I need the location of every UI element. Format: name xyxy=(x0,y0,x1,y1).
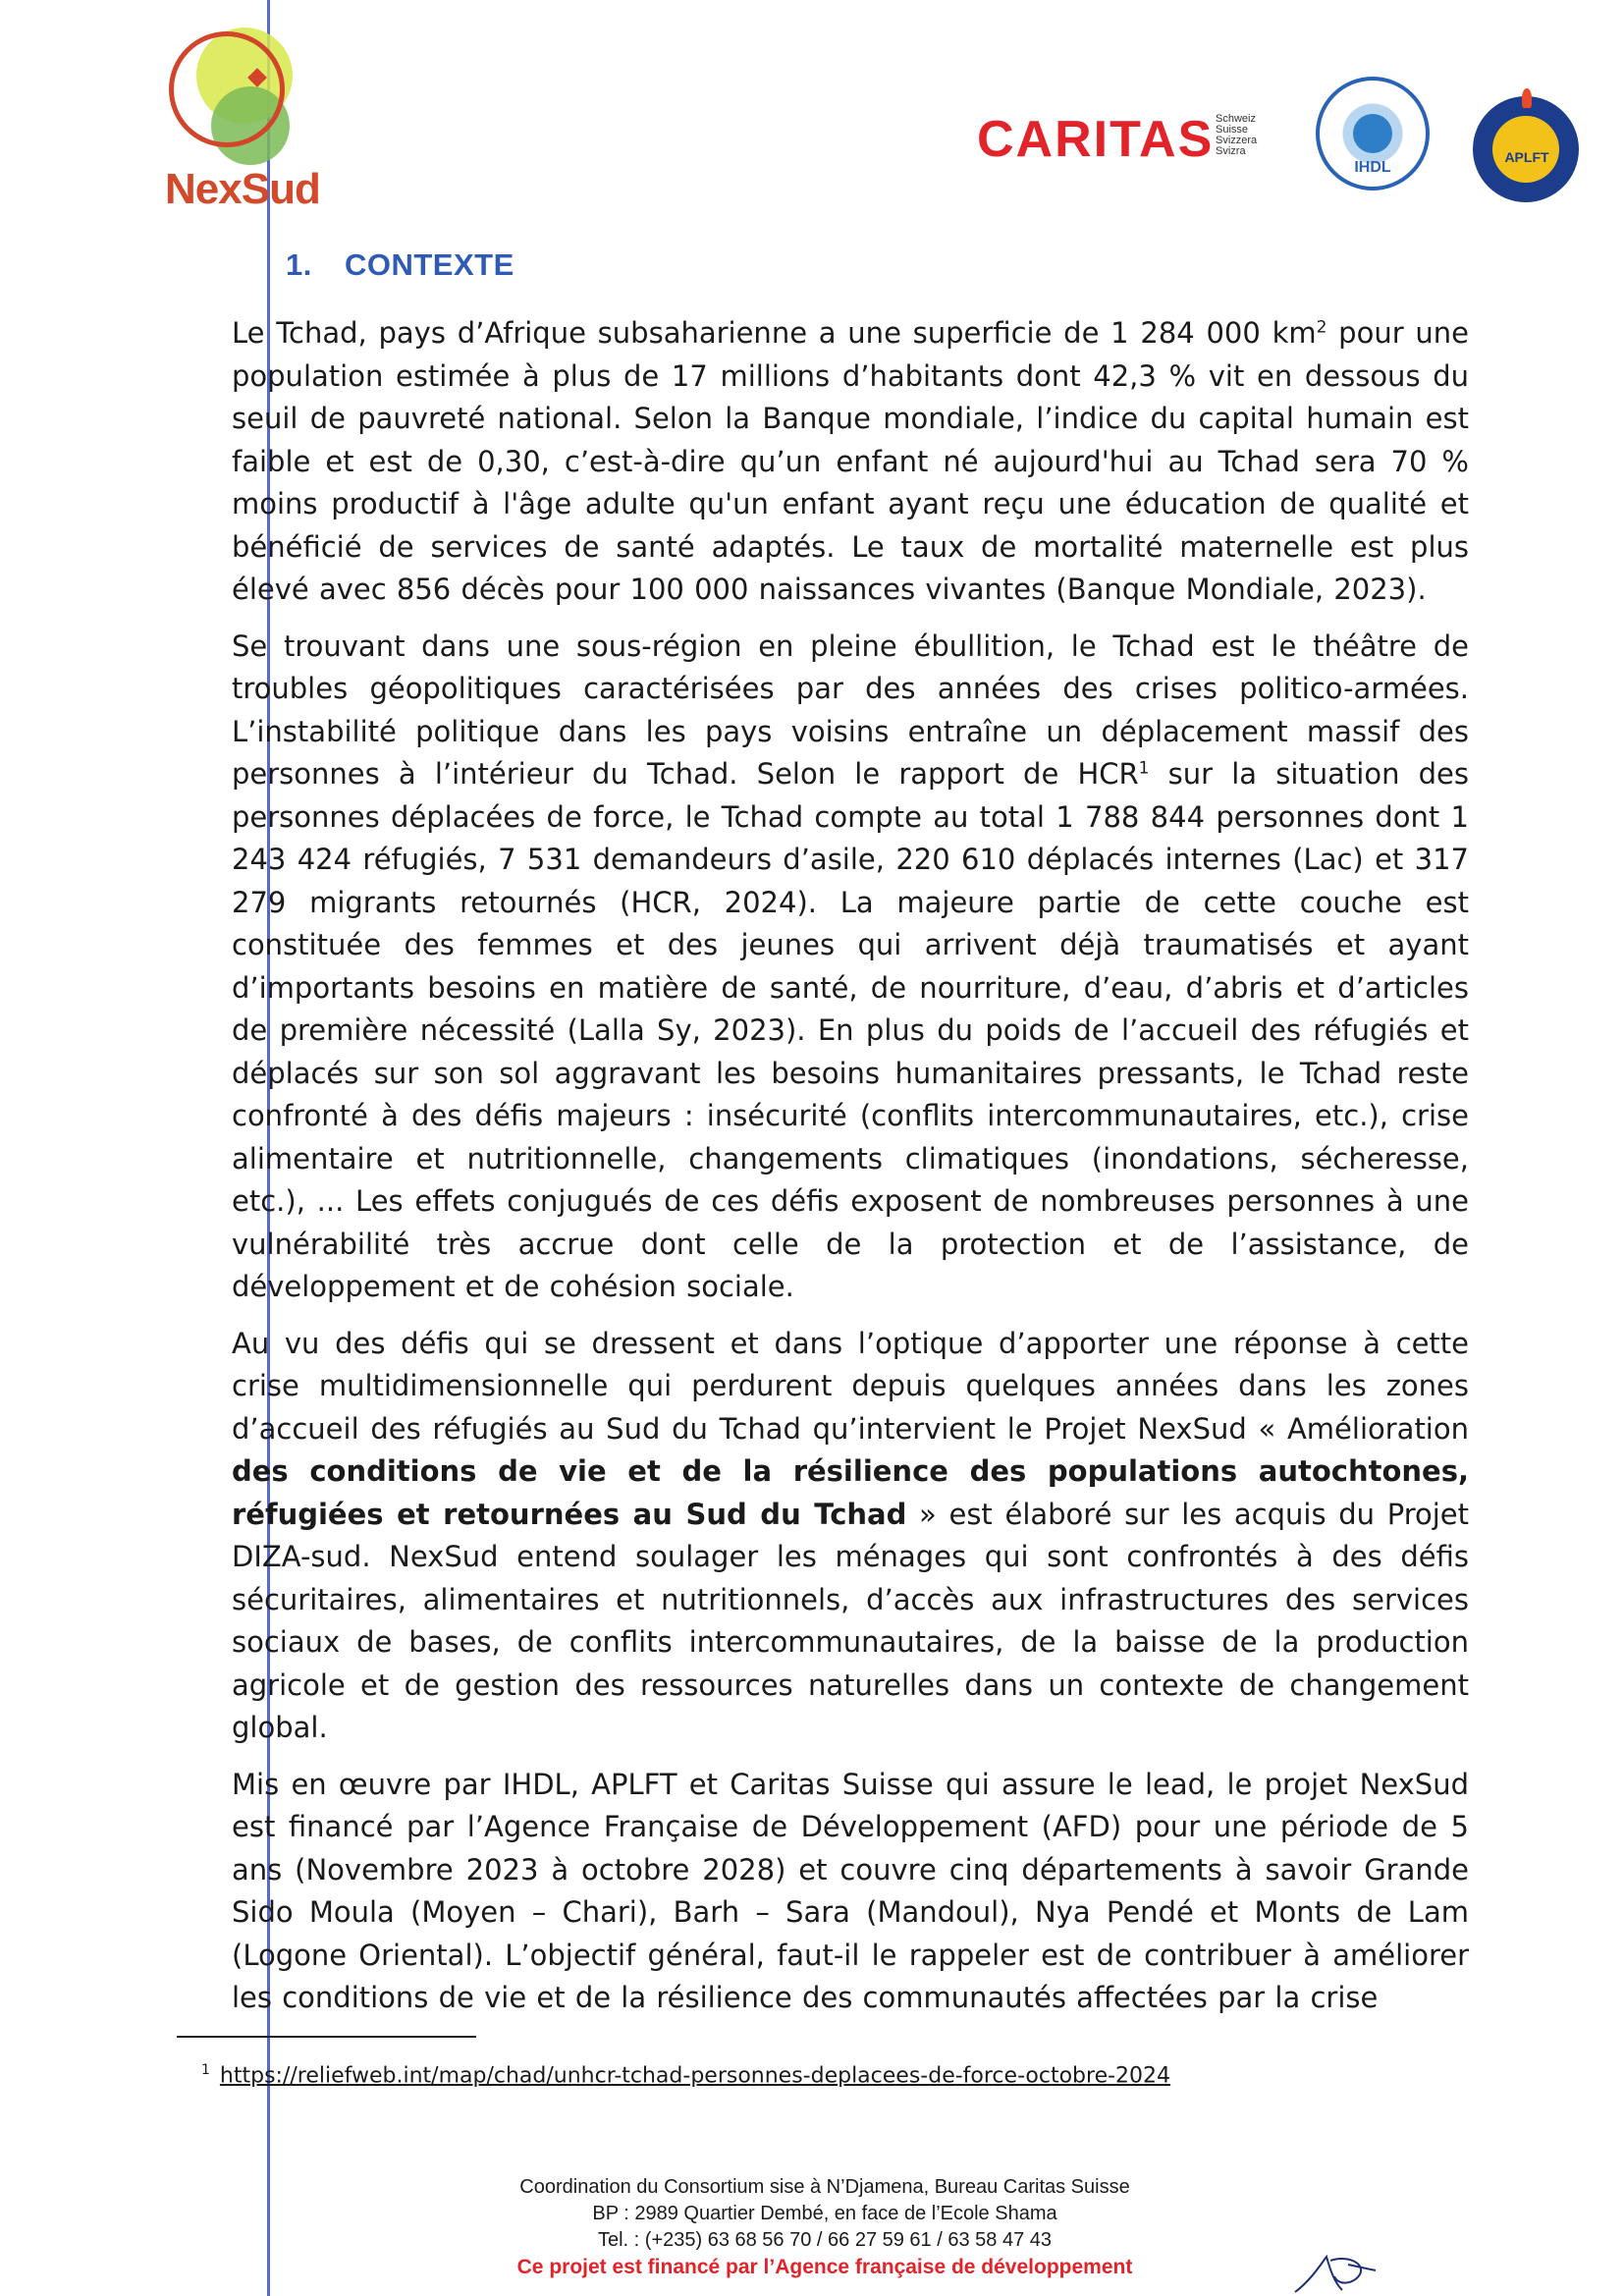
paragraph-3: Au vu des défis qui se dressent et dans l’optique d’apporter une réponse à cette crise multidimensionnelle qui perdurent depuis quelques années dans les zones d’accueil des réfugiés au Sud du Tchad qu’intervient le Projet NexSud « Amélioration des conditions de vie et de la résilience des populations autochtones, réfugiées et retournées au Sud du Tchad » est élaboré sur les acquis du Projet DIZA-sud. NexSud entend soulager les ménages qui sont confrontés à des défis sécuritaires, alimentaires et nutritionnels, d’accès aux infrastructures des services sociaux de bases, de conflits intercommunautaires, de la baisse de la production agricole et de gestion des ressources naturelles dans un contexte de changement global. xyxy=(232,1326,1469,1744)
paragraph-2: Se trouvant dans une sous-région en pleine ébullition, le Tchad est le théâtre de troubles géopolitiques caractérisées par des années des crises politico-armées. L’instabilité politique dans les pays voisins entraîne un déplacement massif des personnes à l’intérieur du Tchad. Selon le rapport de HCR$^1$ sur la situation des personnes déplacées de force, le Tchad compte au total 1 788 844 personnes dont 1 243 424 réfugiés, 7 531 demandeurs d’asile, 220 610 déplacés internes (Lac) et 317 279 migrants retournés (HCR, 2024). La majeure partie de cette couche est constituée des femmes et des jeunes qui arrivent déjà traumatisés et ayant d’importants besoins en matière de santé, de nourriture, d’eau, d’abris et d’articles de première nécessité (Lalla Sy, 2023). En plus du poids de l’accueil des réfugiés et déplacés sur son sol aggravant les besoins humanitaires pressants, le Tchad reste confronté à des défis majeurs : insécurité (conflits intercommunautaires, etc.), crise alimentaire et nutritionnelle, changements climatiques (inondations, sécheresse, etc.), ... Les effets conjugués de ces défis exposent de nombreuses personnes à une vulnérabilité très accrue dont celle de la protection et de l’assistance, de développement et de cohésion sociale. xyxy=(232,629,1469,1303)
globe-icon xyxy=(1353,114,1392,153)
footnote-marker: 1 xyxy=(201,2062,210,2078)
paragraph-4: Mis en œuvre par IHDL, APLFT et Caritas Suisse qui assure le lead, le projet NexSud est financé par l’Agence Française de Développement (AFD) pour une période de 5 ans (Novembre 2023 à octobre 2028) et couvre cinq départements à savoir Grande Sido Moula (Moyen – Chari), Barh – Sara (Mandoul), Nya Pendé et Monts de Lam (Logone Oriental). L’objectif général, faut-il le rappeler est de contribuer à améliorer les conditions de vie et de la résilience des communautés affectées par la crise xyxy=(232,1767,1469,2014)
document-body xyxy=(192,247,1469,2034)
ihdl-logo: IHDL xyxy=(1316,77,1430,191)
section-number: 1. xyxy=(286,247,312,282)
signature-mark xyxy=(1291,2251,1380,2296)
page-footer xyxy=(383,2174,1267,2280)
footnote-reference[interactable]: 1 xyxy=(1138,758,1150,779)
footer-tel-line: Tel. : (+235) 63 68 56 70 / 66 27 59 61 / 63 58 47 43 xyxy=(597,2229,1053,2251)
paragraph-1: Le Tchad, pays d’Afrique subsaharienne a une superficie de 1 284 000 $km^2$ pour une population estimée à plus de 17 millions d’habitants dont 42,3 % vit en dessous du seuil de pauvreté national. Selon la Banque mondiale, l’indice du capital humain est faible et est de 0,30, c’est-à-dire qu’un enfant né aujourd'hui au Tchad sera 70 % moins productif à l'âge adulte qu'un enfant ayant reçu une éducation de qualité et bénéficié de services de santé adaptés. Le taux de mortalité maternelle est plus élevé avec 856 décès pour 100 000 naissances vivantes (Banque Mondiale, 2023). xyxy=(232,316,1469,606)
footer-funding-line: Ce projet est financé par l’Agence française de développement xyxy=(516,2256,1133,2278)
footnote-divider xyxy=(177,2036,476,2038)
nexsud-logo-text: NexSud xyxy=(165,165,320,213)
footnote xyxy=(201,2062,1170,2088)
nexsud-logo xyxy=(157,18,334,214)
footnote-link[interactable]: https://reliefweb.int/map/chad/unhcr-tchad-personnes-deplacees-de-force-octobre-2024 xyxy=(219,2063,1171,2089)
caritas-logo: CARITAS xyxy=(977,111,1215,168)
project-title-bold: des conditions de vie et de la résilience des populations autochtones, réfugiées et retournées au Sud du Tchad xyxy=(232,1454,1469,1531)
section-heading xyxy=(286,247,1469,283)
caritas-logo-sub: Schweiz Suisse Svizzera Svizra xyxy=(1216,113,1258,157)
flame-icon xyxy=(1522,88,1532,108)
footer-bp-line: BP : 2989 Quartier Dembé, en face de l’Ecole Shama xyxy=(592,2203,1057,2224)
aplft-logo: APLFT xyxy=(1473,88,1581,204)
section-title: CONTEXTE xyxy=(344,247,514,282)
footer-address-line: Coordination du Consortium sise à N’Djamena, Bureau Caritas Suisse xyxy=(519,2176,1130,2198)
